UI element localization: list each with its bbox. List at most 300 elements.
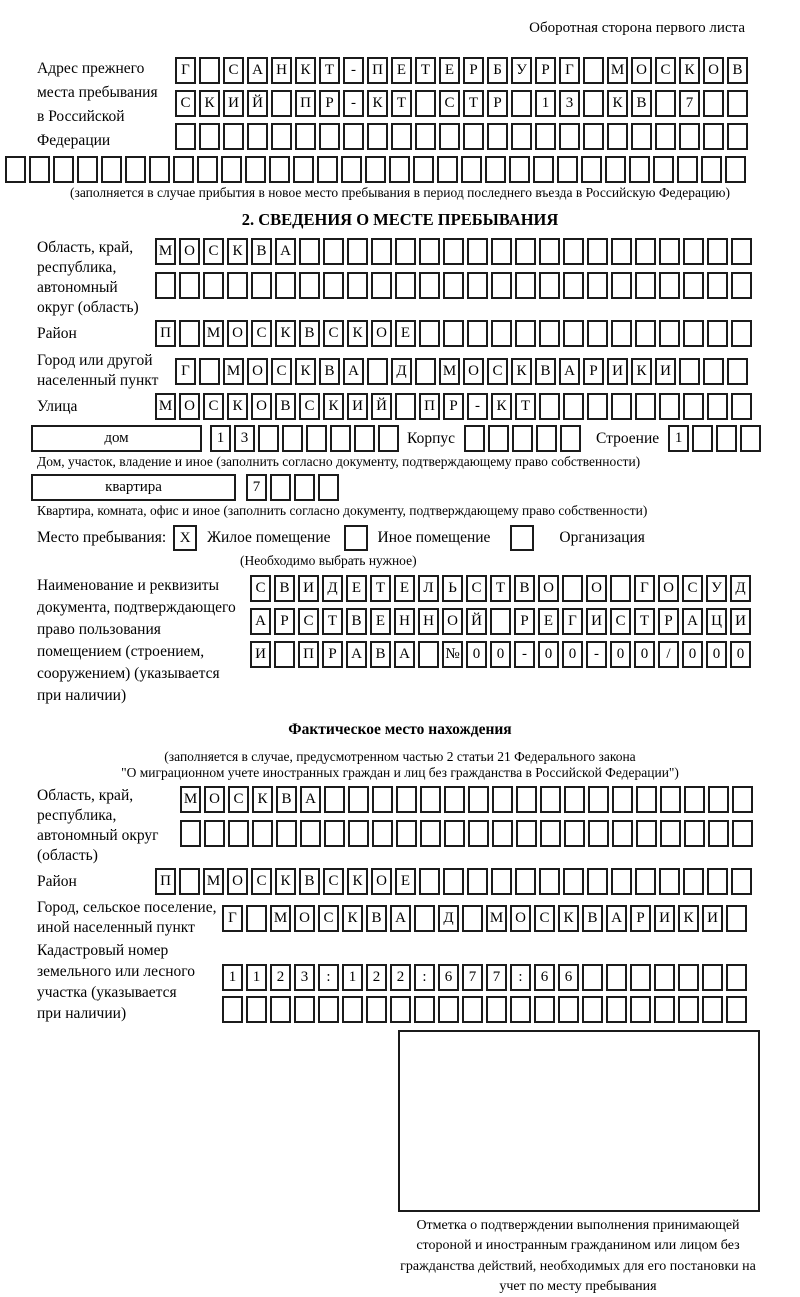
- char-box[interactable]: [707, 272, 728, 299]
- char-box[interactable]: [731, 272, 752, 299]
- char-box[interactable]: О: [703, 57, 724, 84]
- char-box[interactable]: [419, 272, 440, 299]
- char-box[interactable]: С: [223, 57, 244, 84]
- char-box[interactable]: [419, 320, 440, 347]
- char-box[interactable]: К: [295, 358, 316, 385]
- char-box[interactable]: [560, 425, 581, 452]
- char-box[interactable]: О: [227, 868, 248, 895]
- char-box[interactable]: [389, 156, 410, 183]
- char-box[interactable]: [463, 123, 484, 150]
- char-box[interactable]: 0: [562, 641, 583, 668]
- char-box[interactable]: [306, 425, 327, 452]
- char-box[interactable]: Т: [319, 57, 340, 84]
- char-box[interactable]: [635, 238, 656, 265]
- char-box[interactable]: [77, 156, 98, 183]
- char-box[interactable]: [515, 868, 536, 895]
- char-box[interactable]: Г: [562, 608, 583, 635]
- char-box[interactable]: О: [631, 57, 652, 84]
- char-box[interactable]: Р: [630, 905, 651, 932]
- char-box[interactable]: [732, 786, 753, 813]
- char-box[interactable]: У: [706, 575, 727, 602]
- char-box[interactable]: [491, 272, 512, 299]
- char-box[interactable]: Д: [438, 905, 459, 932]
- char-box[interactable]: Н: [394, 608, 415, 635]
- char-box[interactable]: [725, 156, 746, 183]
- char-box[interactable]: [563, 320, 584, 347]
- char-box[interactable]: Е: [394, 575, 415, 602]
- char-box[interactable]: -: [514, 641, 535, 668]
- char-box[interactable]: [611, 868, 632, 895]
- char-box[interactable]: Р: [274, 608, 295, 635]
- char-box[interactable]: [607, 123, 628, 150]
- char-box[interactable]: [299, 272, 320, 299]
- char-box[interactable]: :: [510, 964, 531, 991]
- char-box[interactable]: [418, 641, 439, 668]
- char-box[interactable]: [606, 964, 627, 991]
- char-box[interactable]: А: [559, 358, 580, 385]
- char-box[interactable]: С: [299, 393, 320, 420]
- char-box[interactable]: В: [535, 358, 556, 385]
- char-box[interactable]: [444, 820, 465, 847]
- char-box[interactable]: [293, 156, 314, 183]
- char-box[interactable]: К: [295, 57, 316, 84]
- char-box[interactable]: [683, 238, 704, 265]
- char-box[interactable]: Е: [395, 868, 416, 895]
- char-box[interactable]: [684, 820, 705, 847]
- char-box[interactable]: Н: [418, 608, 439, 635]
- char-box[interactable]: Б: [487, 57, 508, 84]
- char-box[interactable]: [420, 786, 441, 813]
- char-box[interactable]: 6: [534, 964, 555, 991]
- checkbox-org[interactable]: [510, 525, 534, 551]
- char-box[interactable]: [348, 820, 369, 847]
- char-box[interactable]: [372, 786, 393, 813]
- char-box[interactable]: [631, 123, 652, 150]
- char-box[interactable]: [731, 393, 752, 420]
- char-box[interactable]: У: [511, 57, 532, 84]
- char-box[interactable]: М: [203, 320, 224, 347]
- char-box[interactable]: [443, 238, 464, 265]
- char-box[interactable]: [413, 156, 434, 183]
- char-box[interactable]: 1: [246, 964, 267, 991]
- char-box[interactable]: С: [251, 868, 272, 895]
- char-box[interactable]: [414, 996, 435, 1023]
- char-box[interactable]: Г: [634, 575, 655, 602]
- char-box[interactable]: [492, 820, 513, 847]
- char-box[interactable]: Р: [443, 393, 464, 420]
- char-box[interactable]: №: [442, 641, 463, 668]
- char-box[interactable]: [354, 425, 375, 452]
- char-box[interactable]: [491, 320, 512, 347]
- char-box[interactable]: [562, 575, 583, 602]
- char-box[interactable]: [707, 238, 728, 265]
- char-box[interactable]: Е: [439, 57, 460, 84]
- char-box[interactable]: О: [658, 575, 679, 602]
- char-box[interactable]: Т: [463, 90, 484, 117]
- char-box[interactable]: [251, 272, 272, 299]
- char-box[interactable]: -: [586, 641, 607, 668]
- char-box[interactable]: И: [298, 575, 319, 602]
- char-box[interactable]: [557, 156, 578, 183]
- char-box[interactable]: [605, 156, 626, 183]
- char-box[interactable]: Г: [175, 358, 196, 385]
- char-box[interactable]: [702, 996, 723, 1023]
- char-box[interactable]: [300, 820, 321, 847]
- char-box[interactable]: [395, 238, 416, 265]
- char-box[interactable]: [203, 272, 224, 299]
- char-box[interactable]: С: [203, 238, 224, 265]
- char-box[interactable]: С: [487, 358, 508, 385]
- char-box[interactable]: 7: [462, 964, 483, 991]
- char-box[interactable]: [490, 608, 511, 635]
- char-box[interactable]: [683, 868, 704, 895]
- char-box[interactable]: И: [607, 358, 628, 385]
- char-box[interactable]: [390, 996, 411, 1023]
- char-box[interactable]: [515, 272, 536, 299]
- char-box[interactable]: [732, 820, 753, 847]
- char-box[interactable]: [204, 820, 225, 847]
- char-box[interactable]: 3: [294, 964, 315, 991]
- char-box[interactable]: [679, 123, 700, 150]
- char-box[interactable]: 0: [706, 641, 727, 668]
- char-box[interactable]: [655, 123, 676, 150]
- char-box[interactable]: 0: [634, 641, 655, 668]
- char-box[interactable]: [659, 320, 680, 347]
- char-box[interactable]: [731, 238, 752, 265]
- char-box[interactable]: К: [367, 90, 388, 117]
- char-box[interactable]: О: [294, 905, 315, 932]
- char-box[interactable]: [299, 238, 320, 265]
- char-box[interactable]: [533, 156, 554, 183]
- char-box[interactable]: 0: [466, 641, 487, 668]
- char-box[interactable]: К: [491, 393, 512, 420]
- char-box[interactable]: [654, 996, 675, 1023]
- char-box[interactable]: [462, 905, 483, 932]
- char-box[interactable]: О: [179, 393, 200, 420]
- char-box[interactable]: 0: [538, 641, 559, 668]
- char-box[interactable]: [636, 786, 657, 813]
- char-box[interactable]: [539, 238, 560, 265]
- char-box[interactable]: [419, 868, 440, 895]
- char-box[interactable]: [731, 868, 752, 895]
- char-box[interactable]: [125, 156, 146, 183]
- char-box[interactable]: [347, 238, 368, 265]
- char-box[interactable]: Т: [490, 575, 511, 602]
- char-box[interactable]: [294, 996, 315, 1023]
- char-box[interactable]: Т: [370, 575, 391, 602]
- char-box[interactable]: О: [247, 358, 268, 385]
- char-box[interactable]: [558, 996, 579, 1023]
- char-box[interactable]: [367, 123, 388, 150]
- char-box[interactable]: [611, 393, 632, 420]
- char-box[interactable]: [587, 272, 608, 299]
- char-box[interactable]: Г: [222, 905, 243, 932]
- char-box[interactable]: Т: [634, 608, 655, 635]
- char-box[interactable]: [610, 575, 631, 602]
- char-box[interactable]: [582, 996, 603, 1023]
- char-box[interactable]: [252, 820, 273, 847]
- char-box[interactable]: О: [510, 905, 531, 932]
- char-box[interactable]: [5, 156, 26, 183]
- char-box[interactable]: 1: [210, 425, 231, 452]
- char-box[interactable]: [276, 820, 297, 847]
- char-box[interactable]: Е: [370, 608, 391, 635]
- char-box[interactable]: М: [155, 393, 176, 420]
- char-box[interactable]: [173, 156, 194, 183]
- char-box[interactable]: [419, 238, 440, 265]
- char-box[interactable]: [396, 786, 417, 813]
- char-box[interactable]: 6: [438, 964, 459, 991]
- char-box[interactable]: [678, 996, 699, 1023]
- char-box[interactable]: К: [342, 905, 363, 932]
- char-box[interactable]: О: [371, 320, 392, 347]
- char-box[interactable]: [487, 123, 508, 150]
- char-box[interactable]: [659, 238, 680, 265]
- char-box[interactable]: [491, 238, 512, 265]
- char-box[interactable]: [175, 123, 196, 150]
- char-box[interactable]: С: [271, 358, 292, 385]
- char-box[interactable]: Л: [418, 575, 439, 602]
- char-box[interactable]: [486, 996, 507, 1023]
- char-box[interactable]: И: [250, 641, 271, 668]
- char-box[interactable]: [294, 474, 315, 501]
- char-box[interactable]: [155, 272, 176, 299]
- char-box[interactable]: О: [586, 575, 607, 602]
- char-box[interactable]: [492, 786, 513, 813]
- char-box[interactable]: [366, 996, 387, 1023]
- char-box[interactable]: [660, 820, 681, 847]
- char-box[interactable]: [635, 272, 656, 299]
- char-box[interactable]: К: [558, 905, 579, 932]
- char-box[interactable]: [564, 820, 585, 847]
- char-box[interactable]: [415, 90, 436, 117]
- char-box[interactable]: [439, 123, 460, 150]
- char-box[interactable]: [319, 123, 340, 150]
- char-box[interactable]: 2: [366, 964, 387, 991]
- char-box[interactable]: Р: [514, 608, 535, 635]
- char-box[interactable]: С: [610, 608, 631, 635]
- char-box[interactable]: [587, 238, 608, 265]
- char-box[interactable]: [563, 238, 584, 265]
- checkbox-inoe[interactable]: [344, 525, 368, 551]
- char-box[interactable]: [270, 996, 291, 1023]
- char-box[interactable]: [692, 425, 713, 452]
- char-box[interactable]: [588, 786, 609, 813]
- char-box[interactable]: 0: [730, 641, 751, 668]
- char-box[interactable]: В: [274, 575, 295, 602]
- char-box[interactable]: И: [730, 608, 751, 635]
- char-box[interactable]: [443, 320, 464, 347]
- char-box[interactable]: В: [299, 868, 320, 895]
- char-box[interactable]: [179, 868, 200, 895]
- char-box[interactable]: Р: [463, 57, 484, 84]
- char-box[interactable]: [683, 393, 704, 420]
- char-box[interactable]: [437, 156, 458, 183]
- char-box[interactable]: [371, 272, 392, 299]
- char-box[interactable]: О: [538, 575, 559, 602]
- char-box[interactable]: [199, 57, 220, 84]
- char-box[interactable]: [534, 996, 555, 1023]
- char-box[interactable]: А: [343, 358, 364, 385]
- char-box[interactable]: [199, 123, 220, 150]
- char-box[interactable]: О: [442, 608, 463, 635]
- char-box[interactable]: В: [631, 90, 652, 117]
- char-box[interactable]: В: [276, 786, 297, 813]
- char-box[interactable]: [677, 156, 698, 183]
- char-box[interactable]: [539, 868, 560, 895]
- char-box[interactable]: [611, 272, 632, 299]
- char-box[interactable]: [414, 905, 435, 932]
- char-box[interactable]: Н: [271, 57, 292, 84]
- char-box[interactable]: К: [607, 90, 628, 117]
- char-box[interactable]: [703, 358, 724, 385]
- char-box[interactable]: [461, 156, 482, 183]
- char-box[interactable]: В: [275, 393, 296, 420]
- char-box[interactable]: П: [298, 641, 319, 668]
- char-box[interactable]: [583, 90, 604, 117]
- char-box[interactable]: [341, 156, 362, 183]
- char-box[interactable]: [491, 868, 512, 895]
- char-box[interactable]: Й: [371, 393, 392, 420]
- char-box[interactable]: [415, 123, 436, 150]
- char-box[interactable]: [588, 820, 609, 847]
- char-box[interactable]: [323, 238, 344, 265]
- char-box[interactable]: 0: [610, 641, 631, 668]
- char-box[interactable]: П: [155, 320, 176, 347]
- char-box[interactable]: С: [682, 575, 703, 602]
- char-box[interactable]: П: [367, 57, 388, 84]
- char-box[interactable]: :: [318, 964, 339, 991]
- char-box[interactable]: К: [679, 57, 700, 84]
- char-box[interactable]: 1: [222, 964, 243, 991]
- char-box[interactable]: Т: [391, 90, 412, 117]
- char-box[interactable]: [679, 358, 700, 385]
- char-box[interactable]: О: [179, 238, 200, 265]
- char-box[interactable]: [512, 425, 533, 452]
- char-box[interactable]: [659, 393, 680, 420]
- char-box[interactable]: [197, 156, 218, 183]
- char-box[interactable]: К: [631, 358, 652, 385]
- char-box[interactable]: -: [343, 90, 364, 117]
- char-box[interactable]: [636, 820, 657, 847]
- char-box[interactable]: С: [203, 393, 224, 420]
- char-box[interactable]: О: [371, 868, 392, 895]
- char-box[interactable]: [223, 123, 244, 150]
- char-box[interactable]: М: [223, 358, 244, 385]
- char-box[interactable]: [318, 996, 339, 1023]
- char-box[interactable]: О: [251, 393, 272, 420]
- char-box[interactable]: [726, 964, 747, 991]
- char-box[interactable]: [269, 156, 290, 183]
- char-box[interactable]: [683, 272, 704, 299]
- char-box[interactable]: А: [682, 608, 703, 635]
- char-box[interactable]: [630, 996, 651, 1023]
- char-box[interactable]: К: [347, 868, 368, 895]
- char-box[interactable]: Е: [346, 575, 367, 602]
- char-box[interactable]: О: [227, 320, 248, 347]
- char-box[interactable]: 2: [270, 964, 291, 991]
- char-box[interactable]: В: [319, 358, 340, 385]
- char-box[interactable]: [245, 156, 266, 183]
- char-box[interactable]: С: [323, 868, 344, 895]
- char-box[interactable]: [611, 320, 632, 347]
- char-box[interactable]: Д: [730, 575, 751, 602]
- char-box[interactable]: [199, 358, 220, 385]
- char-box[interactable]: [727, 90, 748, 117]
- char-box[interactable]: [420, 820, 441, 847]
- char-box[interactable]: Ц: [706, 608, 727, 635]
- char-box[interactable]: [582, 964, 603, 991]
- char-box[interactable]: П: [419, 393, 440, 420]
- char-box[interactable]: [468, 820, 489, 847]
- char-box[interactable]: К: [275, 868, 296, 895]
- char-box[interactable]: [275, 272, 296, 299]
- char-box[interactable]: [391, 123, 412, 150]
- char-box[interactable]: С: [298, 608, 319, 635]
- char-box[interactable]: [536, 425, 557, 452]
- char-box[interactable]: [246, 905, 267, 932]
- char-box[interactable]: [654, 964, 675, 991]
- char-box[interactable]: А: [346, 641, 367, 668]
- char-box[interactable]: [444, 786, 465, 813]
- char-box[interactable]: С: [251, 320, 272, 347]
- char-box[interactable]: [535, 123, 556, 150]
- char-box[interactable]: [270, 474, 291, 501]
- char-box[interactable]: Д: [391, 358, 412, 385]
- char-box[interactable]: Е: [391, 57, 412, 84]
- char-box[interactable]: [228, 820, 249, 847]
- char-box[interactable]: К: [678, 905, 699, 932]
- char-box[interactable]: [630, 964, 651, 991]
- char-box[interactable]: [583, 123, 604, 150]
- char-box[interactable]: А: [606, 905, 627, 932]
- char-box[interactable]: Г: [175, 57, 196, 84]
- char-box[interactable]: [467, 320, 488, 347]
- char-box[interactable]: [324, 786, 345, 813]
- char-box[interactable]: В: [514, 575, 535, 602]
- char-box[interactable]: М: [155, 238, 176, 265]
- char-box[interactable]: [516, 820, 537, 847]
- char-box[interactable]: [221, 156, 242, 183]
- char-box[interactable]: [467, 272, 488, 299]
- char-box[interactable]: [606, 996, 627, 1023]
- char-box[interactable]: П: [295, 90, 316, 117]
- char-box[interactable]: [343, 123, 364, 150]
- char-box[interactable]: [395, 393, 416, 420]
- char-box[interactable]: [659, 868, 680, 895]
- char-box[interactable]: [684, 786, 705, 813]
- char-box[interactable]: [708, 786, 729, 813]
- char-box[interactable]: [323, 272, 344, 299]
- char-box[interactable]: В: [582, 905, 603, 932]
- char-box[interactable]: С: [534, 905, 555, 932]
- char-box[interactable]: 1: [668, 425, 689, 452]
- char-box[interactable]: [539, 272, 560, 299]
- char-box[interactable]: 7: [679, 90, 700, 117]
- char-box[interactable]: В: [370, 641, 391, 668]
- char-box[interactable]: [727, 358, 748, 385]
- char-box[interactable]: [587, 868, 608, 895]
- char-box[interactable]: [378, 425, 399, 452]
- char-box[interactable]: [587, 393, 608, 420]
- char-box[interactable]: П: [155, 868, 176, 895]
- char-box[interactable]: К: [227, 238, 248, 265]
- char-box[interactable]: [583, 57, 604, 84]
- char-box[interactable]: 3: [234, 425, 255, 452]
- char-box[interactable]: [179, 272, 200, 299]
- char-box[interactable]: [516, 786, 537, 813]
- char-box[interactable]: 0: [682, 641, 703, 668]
